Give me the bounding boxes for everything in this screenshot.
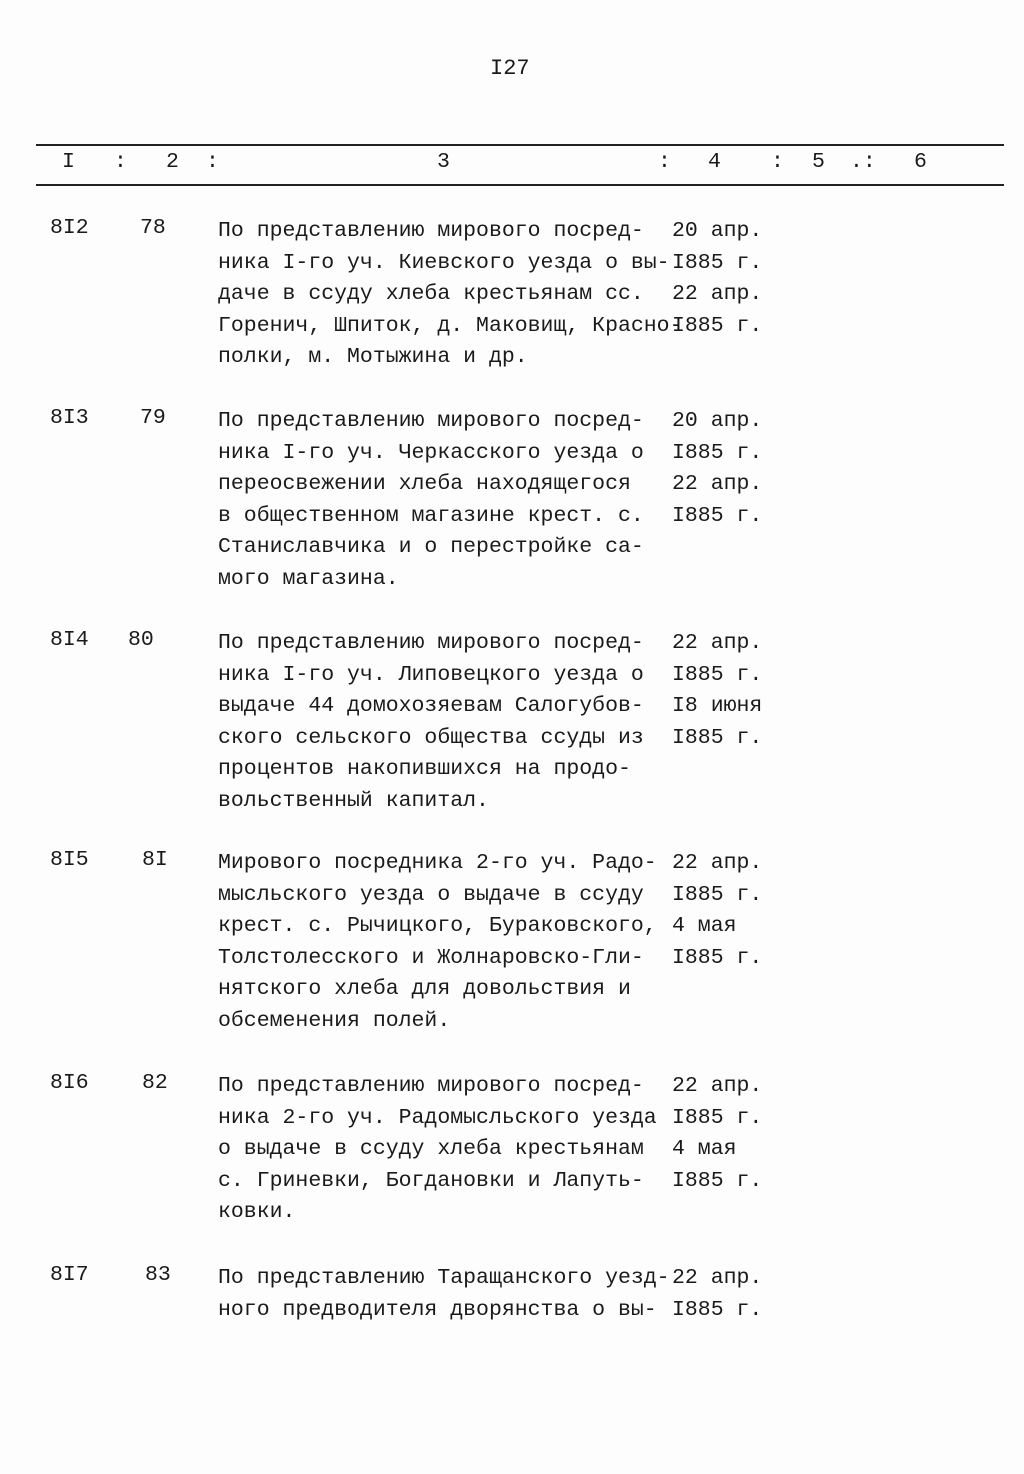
entry-description bbox=[218, 406, 644, 595]
description-line: ника I-го уч. Черкасского уезда о bbox=[218, 440, 644, 465]
header-col-4: 4 bbox=[708, 150, 721, 174]
entry-number: 8I5 bbox=[50, 848, 89, 872]
description-line: ника 2-го уч. Радомысльского уезда bbox=[218, 1105, 657, 1130]
date-line: 22 апр. bbox=[672, 851, 763, 875]
entry-sub-number: 79 bbox=[140, 406, 166, 430]
date-line: 22 апр. bbox=[672, 631, 763, 655]
header-col-5: 5 bbox=[812, 150, 825, 174]
header-col-6: 6 bbox=[914, 150, 927, 174]
date-line: I885 г. bbox=[672, 662, 763, 687]
date-line: I885 г. bbox=[672, 250, 763, 275]
entry-dates bbox=[672, 628, 762, 754]
entry-dates bbox=[672, 1071, 762, 1197]
entry-number: 8I7 bbox=[50, 1263, 89, 1287]
entry-description bbox=[218, 1071, 657, 1229]
description-line: мого магазина. bbox=[218, 566, 399, 591]
entry-number: 8I4 bbox=[50, 628, 89, 652]
page-number: I27 bbox=[490, 56, 530, 81]
description-line: обсеменения полей. bbox=[218, 1008, 451, 1033]
date-line: I885 г. bbox=[672, 440, 763, 465]
date-line: 22 апр. bbox=[672, 1266, 763, 1290]
entry-description bbox=[218, 1263, 670, 1326]
date-line: I885 г. bbox=[672, 945, 763, 970]
description-line: крест. с. Рычицкого, Бураковского, bbox=[218, 914, 657, 938]
entry-number: 8I6 bbox=[50, 1071, 89, 1095]
header-col-1: I bbox=[62, 150, 75, 174]
description-line: Мирового посредника 2-го уч. Радо- bbox=[218, 851, 657, 875]
date-line: I885 г. bbox=[672, 313, 763, 338]
description-line: Толстолесского и Жолнаровско-Гли- bbox=[218, 945, 644, 970]
entry-dates bbox=[672, 848, 762, 974]
entry-description bbox=[218, 628, 644, 817]
header-sep: : bbox=[771, 150, 784, 174]
date-line: 22 апр. bbox=[672, 282, 763, 306]
description-line: нятского хлеба для довольствия и bbox=[218, 977, 631, 1001]
date-line: I885 г. bbox=[672, 1168, 763, 1193]
description-line: По представлению мирового посред- bbox=[218, 219, 644, 243]
header-sep: .: bbox=[850, 150, 876, 174]
description-line: даче в ссуду хлеба крестьянам сс. bbox=[218, 282, 644, 306]
description-line: ного предводителя дворянства о вы- bbox=[218, 1297, 657, 1322]
description-line: Станиславчика и о перестройке са- bbox=[218, 535, 644, 559]
entry-description bbox=[218, 848, 657, 1037]
header-col-2: 2 bbox=[166, 150, 179, 174]
date-line: I885 г. bbox=[672, 1105, 763, 1130]
description-line: мысльского уезда о выдаче в ссуду bbox=[218, 882, 644, 907]
date-line: I885 г. bbox=[672, 725, 763, 750]
date-line: I8 июня bbox=[672, 694, 763, 718]
date-line: 22 апр. bbox=[672, 472, 763, 496]
description-line: Горенич, Шпиток, д. Маковищ, Красно- bbox=[218, 313, 683, 338]
entry-sub-number: 78 bbox=[140, 216, 166, 240]
description-line: переосвежении хлеба находящегося bbox=[218, 472, 631, 496]
date-line: 20 апр. bbox=[672, 219, 763, 243]
header-col-3: 3 bbox=[437, 150, 450, 174]
description-line: выдаче 44 домохозяевам Салогубов- bbox=[218, 694, 644, 718]
description-line: ковки. bbox=[218, 1200, 296, 1224]
date-line: 20 апр. bbox=[672, 409, 763, 433]
description-line: По представлению Таращанского уезд- bbox=[218, 1266, 670, 1290]
description-line: в общественном магазине крест. с. bbox=[218, 503, 644, 528]
date-line: 4 мая bbox=[672, 1137, 737, 1161]
entry-description bbox=[218, 216, 682, 374]
date-line: I885 г. bbox=[672, 503, 763, 528]
description-line: ника I-го уч. Липовецкого уезда о bbox=[218, 662, 644, 687]
description-line: с. Гриневки, Богдановки и Лапуть- bbox=[218, 1168, 644, 1193]
entry-dates bbox=[672, 216, 762, 342]
header-sep: : bbox=[206, 150, 219, 174]
entry-sub-number: 8I bbox=[142, 848, 168, 872]
date-line: I885 г. bbox=[672, 1297, 763, 1322]
description-line: вольственный капитал. bbox=[218, 788, 489, 813]
entry-sub-number: 80 bbox=[128, 628, 154, 652]
description-line: ского сельского общества ссуды из bbox=[218, 725, 644, 750]
entry-dates bbox=[672, 1263, 762, 1326]
entry-number: 8I2 bbox=[50, 216, 89, 240]
description-line: По представлению мирового посред- bbox=[218, 1074, 644, 1098]
header-sep: : bbox=[114, 150, 127, 174]
entry-sub-number: 82 bbox=[142, 1071, 168, 1095]
date-line: I885 г. bbox=[672, 882, 763, 907]
entry-sub-number: 83 bbox=[145, 1263, 171, 1287]
description-line: ника I-го уч. Киевского уезда о вы- bbox=[218, 250, 670, 275]
description-line: о выдаче в ссуду хлеба крестьянам bbox=[218, 1137, 644, 1161]
date-line: 4 мая bbox=[672, 914, 737, 938]
description-line: По представлению мирового посред- bbox=[218, 409, 644, 433]
header-sep: : bbox=[658, 150, 671, 174]
description-line: По представлению мирового посред- bbox=[218, 631, 644, 655]
header-rule-bottom bbox=[36, 184, 1004, 186]
date-line: 22 апр. bbox=[672, 1074, 763, 1098]
description-line: полки, м. Мотыжина и др. bbox=[218, 345, 528, 369]
header-rule-top bbox=[36, 144, 1004, 146]
entry-dates bbox=[672, 406, 762, 532]
entry-number: 8I3 bbox=[50, 406, 89, 430]
description-line: процентов накопившихся на продо- bbox=[218, 757, 631, 781]
